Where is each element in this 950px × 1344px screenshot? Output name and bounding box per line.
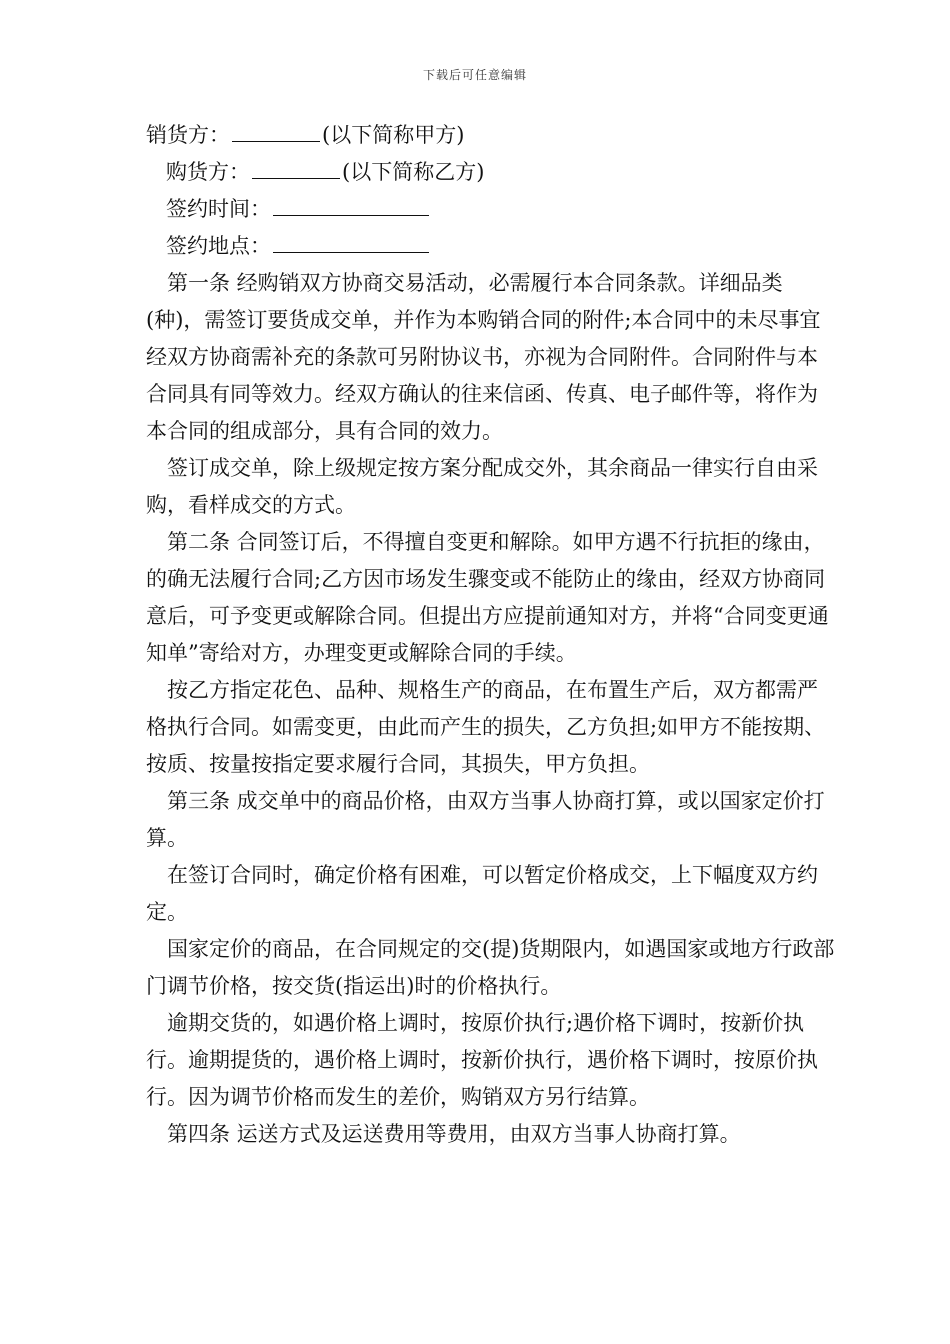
seller-suffix: (以下简称甲方) xyxy=(322,123,465,147)
sign-place-blank xyxy=(273,230,429,253)
seller-blank xyxy=(232,119,320,142)
article-3-detail-paragraph-2: 国家定价的商品，在合同规定的交(提)货期限内，如遇国家或地方行政部门调节价格，按交货(指运出)时的价格执行。 xyxy=(146,937,835,998)
sign-time-blank xyxy=(273,193,429,216)
article-4-paragraph: 第四条 运送方式及运送费用等费用，由双方当事人协商打算。 xyxy=(167,1122,741,1146)
sign-time-label: 签约时间： xyxy=(166,197,271,221)
article-2-detail-paragraph: 按乙方指定花色、品种、规格生产的商品，在布置生产后，双方都需严格执行合同。如需变更，由此而产生的损失，乙方负担;如甲方不能按期、按质、按量按指定要求履行合同，其损失，甲方负担。 xyxy=(146,678,826,776)
page-header: 下载后可任意编辑 xyxy=(422,68,527,82)
buyer-suffix: (以下简称乙方) xyxy=(342,160,485,184)
buyer-blank xyxy=(252,156,340,179)
buyer-line xyxy=(146,154,836,191)
seller-label: 销货方： xyxy=(146,123,230,147)
seller-line xyxy=(146,117,836,154)
article-2-paragraph: 第二条 合同签订后，不得擅自变更和解除。如甲方遇不行抗拒的缘由，的确无法履行合同;乙方因市场发生骤变或不能防止的缘由，经双方协商同意后，可予变更或解除合同。但提出方应提前通知对方，并将“合同变更通知单”寄给对方，办理变更或解除合同的手续。 xyxy=(146,530,829,665)
article-3-detail-paragraph-3: 逾期交货的，如遇价格上调时，按原价执行;遇价格下调时，按新价执行。逾期提货的，遇价格上调时，按新价执行，遇价格下调时，按原价执行。因为调节价格而发生的差价，购销双方另行结算。 xyxy=(146,1011,818,1109)
contract-body xyxy=(146,117,836,1153)
article-1-paragraph: 第一条 经购销双方协商交易活动，必需履行本合同条款。详细品类(种)，需签订要货成交单，并作为本购销合同的附件;本合同中的未尽事宜经双方协商需补充的条款可另附协议书，亦视为合同附件。合同附件与本合同具有同等效力。经双方确认的往来信函、传真、电子邮件等，将作为本合同的组成部分，具有合同的效力。 xyxy=(146,271,821,443)
article-1-detail-paragraph: 签订成交单，除上级规定按方案分配成交外，其余商品一律实行自由采购，看样成交的方式。 xyxy=(146,456,818,517)
sign-place-label: 签约地点： xyxy=(166,234,271,258)
article-3-paragraph: 第三条 成交单中的商品价格，由双方当事人协商打算，或以国家定价打算。 xyxy=(146,789,825,850)
article-3-detail-paragraph-1: 在签订合同时，确定价格有困难，可以暂定价格成交，上下幅度双方约定。 xyxy=(146,863,818,924)
buyer-label: 购货方： xyxy=(166,160,250,184)
sign-time-line xyxy=(146,191,836,228)
sign-place-line xyxy=(146,228,836,265)
